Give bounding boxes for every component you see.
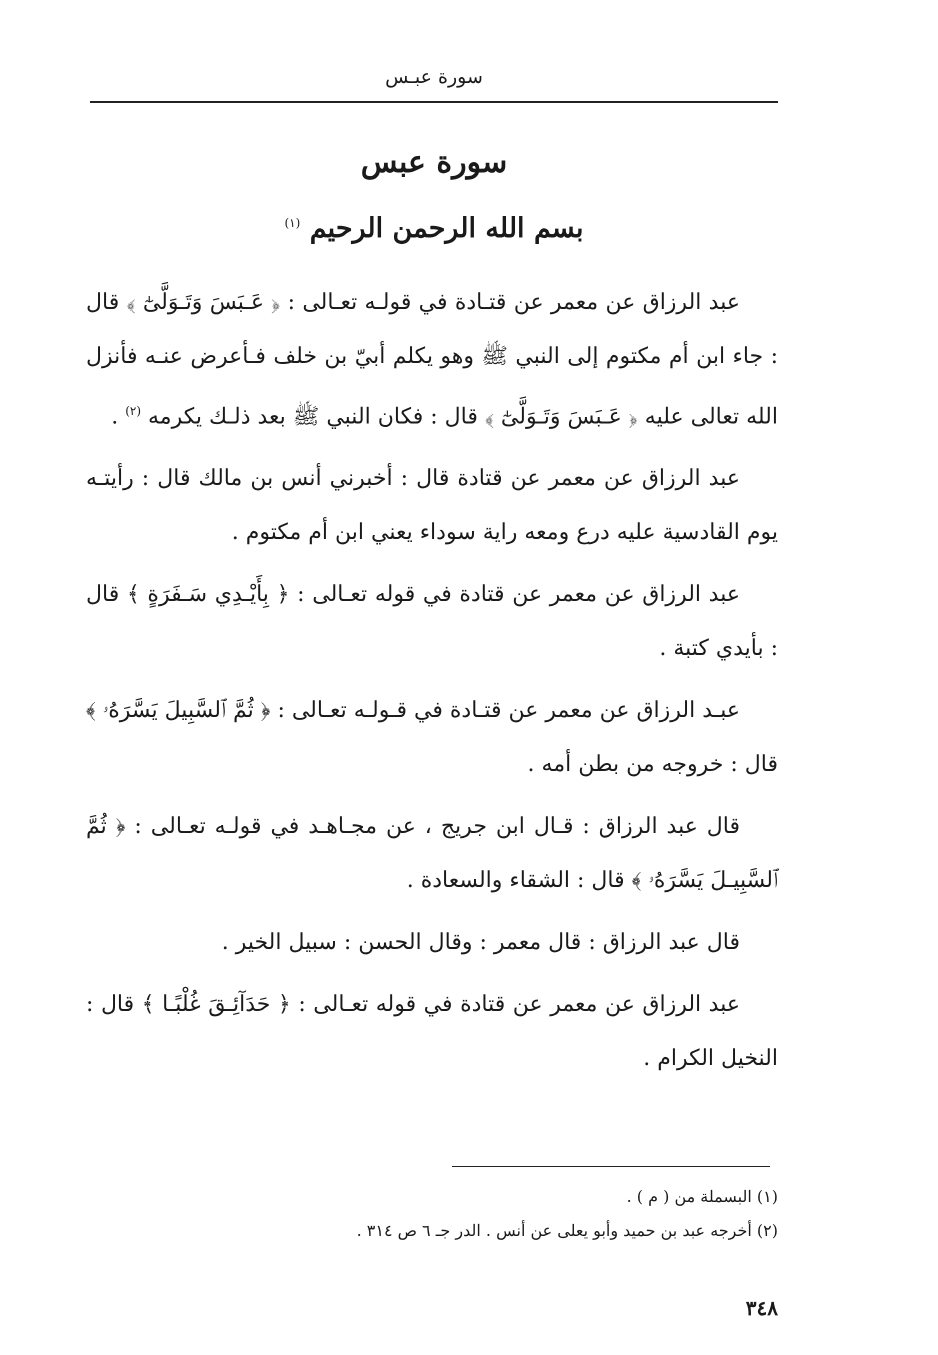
paragraph-6: قال عبد الرزاق : قال معمر : وقال الحسن : سبيل الخير . <box>221 930 740 956</box>
surah-title: سورة عبس <box>360 145 508 180</box>
running-header: سورة عبـس <box>385 66 483 88</box>
header-rule <box>90 101 778 103</box>
page-number: ٣٤٨ <box>745 1296 778 1320</box>
footnote-2: (٢) أخرجه عبد بن حميد وأبو يعلى عن أنس . الدر جـ ٦ ص ٣١٤ . <box>356 1221 778 1240</box>
footnote-mark-2: (٢) <box>125 404 142 418</box>
paragraph-1-end: . <box>111 404 126 430</box>
paragraph-4: عبـد الرزاق عن معمر عن قتـادة في قـولـه تعـالى : ﴿ ثُمَّ ٱلسَّبِيلَ يَسَّرَهُۥ ﴾ قال : خروجه من بطن أمه . <box>86 698 778 778</box>
footnote-rule <box>452 1166 770 1167</box>
paragraph-1-text: عبد الرزاق عن معمر عن قتـادة في قولـه تعـالى : ﴿ عَـبَسَ وَتَـوَلَّىٰٓ ﴾ قال : جاء ابن أم مكتوم إلى النبي ﷺ وهو يكلم أبيّ بن خلف فـأعرض عنـه فأنزل الله تعالى عليه ﴿ عَـبَسَ وَتَـوَلَّىٰٓ ﴾ قال : فكان النبي ﷺ بعد ذلـك يكرمه <box>86 290 778 430</box>
body-text <box>86 276 778 1086</box>
paragraph-7: عبد الرزاق عن معمر عن قتادة في قوله تعـالى : ﴿ حَدَآئِـقَ غُلْبًـا ﴾ قال : النخيل الكرام . <box>86 992 778 1072</box>
basmala-footnote-mark: (١) <box>284 216 301 230</box>
paragraph-1 <box>86 276 778 444</box>
footnotes <box>90 1180 778 1248</box>
paragraph-5: قال عبد الرزاق : قـال ابن جريج ، عن مجـاهـد في قولـه تعـالى : ﴿ ثُمَّ ٱلسَّبِيـلَ يَسَّرَهُۥ ﴾ قال : الشقاء والسعادة . <box>86 814 778 894</box>
footnote-1: (١) البسملة من ( م ) . <box>626 1187 778 1206</box>
paragraph-3: عبد الرزاق عن معمر عن قتادة في قوله تعـالى : ﴿ بِأَيْـدِي سَـفَرَةٍ ﴾ قال : بأيدي كتبة . <box>86 582 778 662</box>
basmala <box>90 213 778 244</box>
paragraph-2: عبد الرزاق عن معمر عن قتادة قال : أخبرني أنس بن مالك قال : رأيتـه يوم القادسية عليه درع ومعه راية سوداء يعني ابن أم مكتوم . <box>86 466 778 546</box>
basmala-text: بسم الله الرحمن الرحيم <box>309 213 584 244</box>
